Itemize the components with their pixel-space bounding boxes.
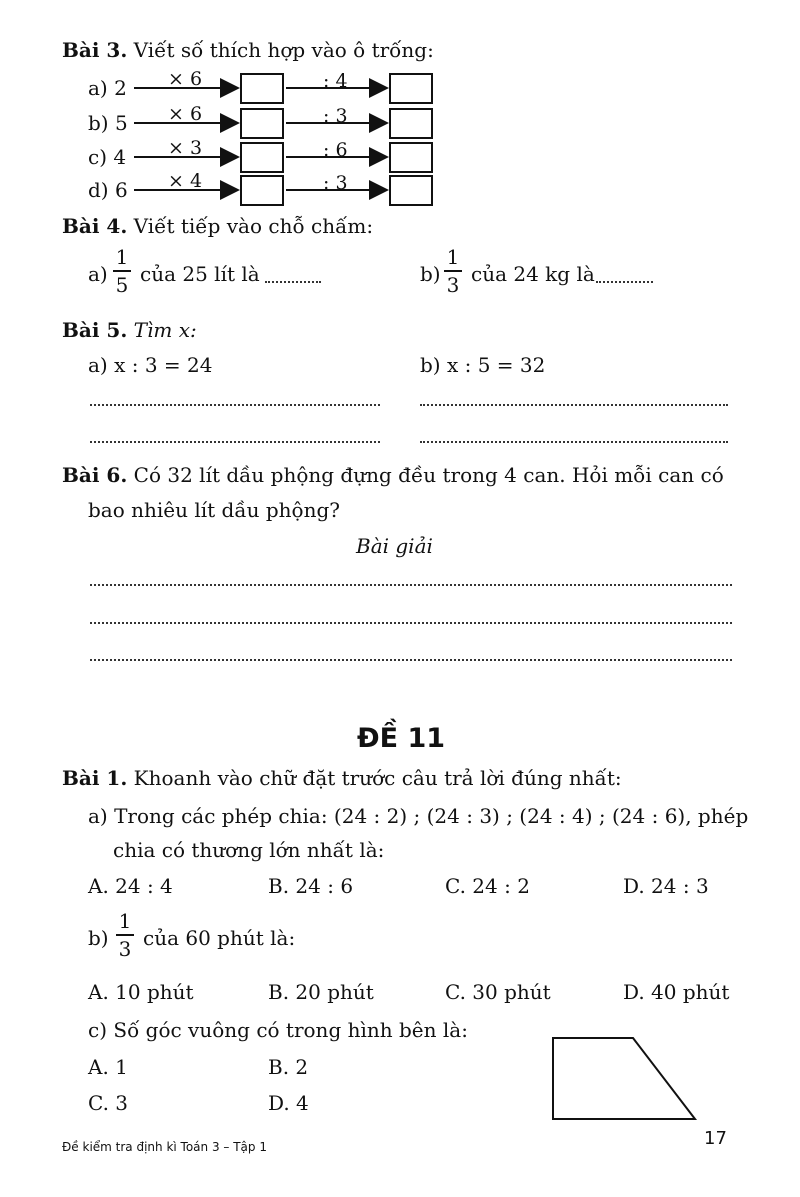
row-c-box1[interactable] xyxy=(240,142,284,173)
bai6-answer-line-1[interactable] xyxy=(90,584,732,586)
row-d-box1[interactable] xyxy=(240,175,284,206)
fraction-bar xyxy=(113,270,131,272)
bai3-label: Bài 3. xyxy=(62,38,128,62)
fraction-numerator: 1 xyxy=(115,245,129,269)
bai4-a-text: của 25 lít là xyxy=(140,262,260,286)
page-number: 17 xyxy=(704,1128,727,1149)
bai4-a-prefix: a) xyxy=(88,262,108,286)
bai4-b-answer-line[interactable] xyxy=(596,281,653,283)
bai3-prompt: Viết số thích hợp vào ô trống: xyxy=(133,38,434,62)
test-title: ĐỀ 11 xyxy=(357,723,446,754)
trapezoid-figure xyxy=(545,1030,705,1126)
fraction-bar xyxy=(444,270,462,272)
qc-option-c[interactable]: C. 3 xyxy=(88,1091,129,1115)
bai6-line-2: bao nhiêu lít dầu phộng? xyxy=(88,498,340,522)
bai4-a-answer-line[interactable] xyxy=(265,281,321,283)
bai4-prompt: Viết tiếp vào chỗ chấm: xyxy=(133,214,374,238)
qa-option-d[interactable]: D. 24 : 3 xyxy=(623,874,709,898)
bai4-a-fraction xyxy=(113,247,131,295)
bai4-label: Bài 4. xyxy=(62,214,128,238)
row-b-box1[interactable] xyxy=(240,108,284,139)
fraction-denominator: 3 xyxy=(118,937,132,961)
row-c-box2[interactable] xyxy=(389,142,433,173)
bai5-a-equation: a) x : 3 = 24 xyxy=(88,353,213,377)
fraction-denominator: 5 xyxy=(115,273,129,297)
de11-bai1-prompt: Khoanh vào chữ đặt trước câu trả lời đúng nhất: xyxy=(133,766,622,790)
row-b-start: b) 5 xyxy=(88,111,128,135)
row-a-box1[interactable] xyxy=(240,73,284,104)
row-c-op1: × 3 xyxy=(168,137,203,159)
qc-option-a[interactable]: A. 1 xyxy=(88,1055,128,1079)
qb-option-a[interactable]: A. 10 phút xyxy=(88,980,194,1004)
bai4-b-fraction xyxy=(444,247,462,295)
bai5-prompt: Tìm x: xyxy=(133,318,197,342)
bai4-b-text: của 24 kg là xyxy=(471,262,595,286)
fraction-denominator: 3 xyxy=(446,273,460,297)
qb-option-d[interactable]: D. 40 phút xyxy=(623,980,730,1004)
row-b-box2[interactable] xyxy=(389,108,433,139)
qb-fraction xyxy=(116,911,134,959)
bai5-heading xyxy=(62,318,197,342)
bai5-b-line-1[interactable] xyxy=(420,404,728,406)
row-b-op2: : 3 xyxy=(323,105,348,127)
bai5-a-line-2[interactable] xyxy=(90,441,380,443)
row-a-op1: × 6 xyxy=(168,68,203,90)
row-a-op2: : 4 xyxy=(323,70,348,92)
qb-option-b[interactable]: B. 20 phút xyxy=(268,980,374,1004)
bai6-answer-line-2[interactable] xyxy=(90,622,732,624)
qb-prefix: b) xyxy=(88,926,109,950)
qa-option-b[interactable]: B. 24 : 6 xyxy=(268,874,354,898)
qa-line-1: a) Trong các phép chia: (24 : 2) ; (24 : 3) ; (24 : 4) ; (24 : 6), phép xyxy=(88,804,749,828)
row-c-op2: : 6 xyxy=(323,139,348,161)
row-d-start: d) 6 xyxy=(88,178,128,202)
bai4-b-prefix: b) xyxy=(420,262,441,286)
row-d-op1: × 4 xyxy=(168,170,203,192)
qb-option-c[interactable]: C. 30 phút xyxy=(445,980,551,1004)
row-a-start: a) 2 xyxy=(88,76,127,100)
row-d-op2: : 3 xyxy=(323,172,348,194)
fraction-bar xyxy=(116,934,134,936)
row-a-box2[interactable] xyxy=(389,73,433,104)
bai5-a-line-1[interactable] xyxy=(90,404,380,406)
de11-bai1-label: Bài 1. xyxy=(62,766,128,790)
footer-book-title: Đề kiểm tra định kì Toán 3 – Tập 1 xyxy=(62,1140,267,1154)
qa-option-c[interactable]: C. 24 : 2 xyxy=(445,874,530,898)
bai5-label: Bài 5. xyxy=(62,318,128,342)
row-c-start: c) 4 xyxy=(88,145,127,169)
qb-text: của 60 phút là: xyxy=(143,926,296,950)
qc-text: c) Số góc vuông có trong hình bên là: xyxy=(88,1018,468,1042)
bai6-line-1 xyxy=(62,463,724,487)
qa-line-2: chia có thương lớn nhất là: xyxy=(113,838,385,862)
fraction-numerator: 1 xyxy=(118,909,132,933)
qa-option-a[interactable]: A. 24 : 4 xyxy=(88,874,173,898)
bai5-b-equation: b) x : 5 = 32 xyxy=(420,353,546,377)
bai5-b-line-2[interactable] xyxy=(420,441,728,443)
bai6-text-1: Có 32 lít dầu phộng đựng đều trong 4 can. Hỏi mỗi can có xyxy=(133,463,724,487)
qc-option-d[interactable]: D. 4 xyxy=(268,1091,309,1115)
bai6-solution-heading: Bài giải xyxy=(356,534,433,558)
qc-option-b[interactable]: B. 2 xyxy=(268,1055,309,1079)
bai6-answer-line-3[interactable] xyxy=(90,659,732,661)
row-d-box2[interactable] xyxy=(389,175,433,206)
bai4-heading xyxy=(62,214,373,238)
bai6-label: Bài 6. xyxy=(62,463,128,487)
fraction-numerator: 1 xyxy=(446,245,460,269)
de11-bai1-heading xyxy=(62,766,622,790)
row-b-op1: × 6 xyxy=(168,103,203,125)
